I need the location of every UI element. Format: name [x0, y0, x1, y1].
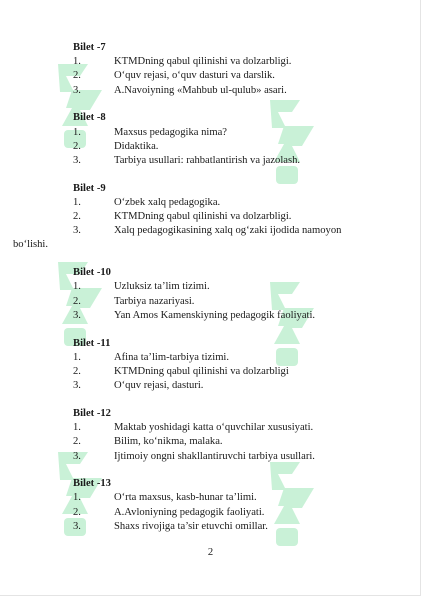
question-item	[0, 491, 421, 505]
question-text: Yan Amos Kamenskiyning pedagogik faoliyati.	[114, 309, 316, 321]
question-item	[0, 520, 421, 534]
question-text: Bilim, ko‘nikma, malaka.	[114, 436, 223, 448]
ticket-title: Bilet -11	[73, 337, 111, 349]
question-number: 3.	[73, 309, 81, 321]
question-number: 2.	[73, 295, 81, 307]
ticket-title: Bilet -12	[73, 407, 111, 419]
question-text-line: Xalq pedagogikasining xalq og‘zaki ijodida namoyon	[114, 225, 342, 237]
question-item	[0, 421, 421, 435]
ticket-block	[0, 407, 421, 464]
question-number: 3.	[73, 520, 81, 532]
question-item	[0, 295, 421, 309]
question-number: 3.	[73, 84, 81, 96]
question-item	[0, 450, 421, 464]
question-text: Afina ta’lim-tarbiya tizimi.	[114, 351, 230, 363]
question-number: 3.	[73, 380, 81, 392]
question-text: Maxsus pedagogika nima?	[114, 126, 227, 138]
question-text: Tarbiya usullari: rahbatlantirish va jazolash.	[114, 154, 301, 166]
question-number: 1.	[73, 56, 81, 68]
ticket-title: Bilet -10	[73, 267, 111, 279]
question-text: Tarbiya nazariyasi.	[114, 295, 195, 307]
question-item	[0, 379, 421, 393]
question-item	[0, 506, 421, 520]
question-text: Shaxs rivojiga ta’sir etuvchi omillar.	[114, 520, 268, 532]
question-number: 2.	[73, 436, 81, 448]
question-number: 1.	[73, 351, 81, 363]
question-item	[0, 55, 421, 69]
question-item	[0, 435, 421, 449]
question-text: Ijtimoiy ongni shakllantiruvchi tarbiya usullari.	[114, 450, 315, 462]
question-item	[0, 224, 421, 252]
question-item	[0, 351, 421, 365]
question-text: A.Navoiyning «Mahbub ul-qulub» asari.	[114, 84, 287, 96]
question-number: 1.	[73, 492, 81, 504]
question-number: 1.	[73, 281, 81, 293]
question-number: 1.	[73, 126, 81, 138]
ticket-title: Bilet -9	[73, 182, 106, 194]
question-text: O‘quv rejasi, dasturi.	[114, 380, 204, 392]
ticket-list	[0, 41, 421, 548]
question-text: Didaktika.	[114, 140, 159, 152]
question-number: 2.	[73, 70, 81, 82]
question-number: 2.	[73, 211, 81, 223]
question-text	[0, 224, 421, 252]
question-text-continuation: bo‘lishi.	[13, 239, 49, 251]
ticket-block	[0, 266, 421, 323]
question-number: 2.	[73, 506, 81, 518]
ticket-title: Bilet -13	[73, 478, 111, 490]
question-number: 3.	[73, 154, 81, 166]
question-text: O‘zbek xalq pedagogika.	[114, 196, 221, 208]
ticket-block	[0, 111, 421, 168]
question-text: KTMDning qabul qilinishi va dolzarbligi.	[114, 56, 292, 68]
question-text: O‘quv rejasi, o‘quv dasturi va darslik.	[114, 70, 275, 82]
question-item	[0, 210, 421, 224]
question-number: 3.	[73, 450, 81, 462]
question-number: 2.	[73, 140, 81, 152]
question-text: KTMDning qabul qilinishi va dolzarbligi	[114, 365, 289, 377]
question-item	[0, 280, 421, 294]
ticket-block	[0, 182, 421, 253]
question-text: A.Avloniyning pedagogik faoliyati.	[114, 506, 265, 518]
question-number: 1.	[73, 422, 81, 434]
question-number: 2.	[73, 365, 81, 377]
question-number: 1.	[73, 196, 81, 208]
question-item	[0, 309, 421, 323]
ticket-title: Bilet -7	[73, 42, 106, 53]
ticket-block	[0, 337, 421, 394]
page-number: 2	[207, 547, 214, 558]
ticket-title: Bilet -8	[73, 112, 106, 124]
question-text: Uzluksiz ta’lim tizimi.	[114, 281, 210, 293]
question-item	[0, 126, 421, 140]
ticket-block	[0, 41, 421, 98]
question-item	[0, 196, 421, 210]
question-item	[0, 69, 421, 83]
question-text: O‘rta maxsus, kasb-hunar ta’limi.	[114, 492, 257, 504]
question-item	[0, 154, 421, 168]
question-item	[0, 140, 421, 154]
ticket-block	[0, 477, 421, 534]
question-text: KTMDning qabul qilinishi va dolzarbligi.	[114, 211, 292, 223]
question-item	[0, 84, 421, 98]
question-number: 3.	[73, 225, 81, 237]
question-text: Maktab yoshidagi katta o‘quvchilar xususiyati.	[114, 422, 314, 434]
question-item	[0, 365, 421, 379]
